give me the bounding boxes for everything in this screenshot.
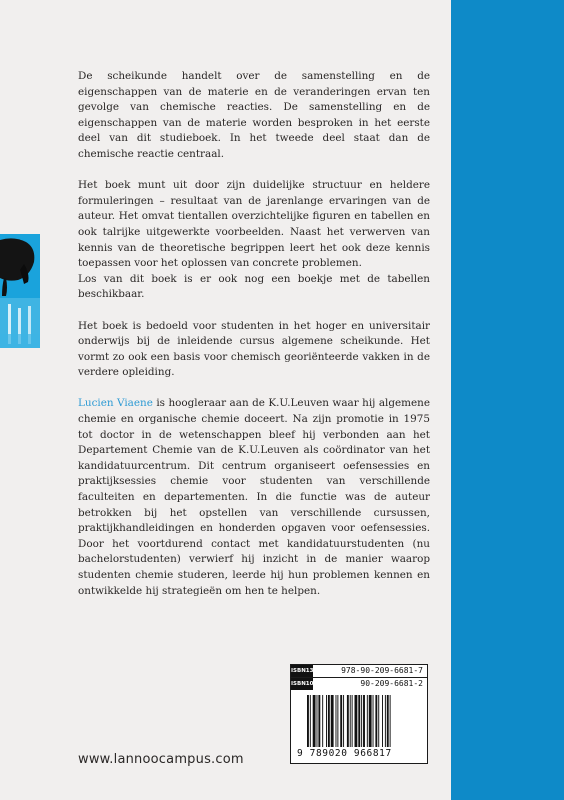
- barcode-bar: [313, 695, 316, 747]
- barcode: [307, 695, 419, 747]
- gloved-hand-illustration: [0, 234, 40, 348]
- barcode-bar: [328, 695, 330, 747]
- isbn10-number: 90-209-6681-2: [360, 679, 423, 688]
- barcode-bar: [343, 695, 344, 747]
- barcode-bar: [331, 695, 334, 747]
- barcode-bar: [375, 695, 377, 747]
- isbn10-row: [291, 678, 427, 690]
- barcode-bar: [337, 695, 338, 747]
- intro-paragraph: De scheikunde handelt over de samenstelling en de eigenschappen van de materie en de veranderingen ervan ten gevolge van chemische reacties. De samenstelling en de eigenschappen van de materie worden besproken in het eerste deel van dit studieboek. In het tweede deel staat dan de chemische reactie centraal.: [78, 70, 430, 160]
- barcode-bar: [358, 695, 360, 747]
- tables-booklet-paragraph: Los van dit boek is er ook nog een boekje met de tabellen beschikbaar.: [78, 272, 430, 301]
- barcode-bar: [378, 695, 379, 747]
- barcode-bar: [347, 695, 349, 747]
- isbn-barcode-block: [290, 664, 428, 764]
- barcode-bar: [390, 695, 391, 747]
- barcode-bar: [369, 695, 372, 747]
- barcode-bars: [307, 695, 419, 747]
- barcode-bar: [367, 695, 368, 747]
- barcode-bar: [307, 695, 309, 747]
- structure-paragraph: Het boek munt uit door zijn duidelijke structuur en heldere formuleringen – resultaat van de jarenlange ervaringen van de auteur. Het omvat tientallen overzichtelijke figuren en tabellen en ook talrijke uitgewerkte voorbeelden. Naast het verwerven van kennis van de theoretische begrippen leert het ook deze kennis toepassen voor het oplossen van concrete problemen.: [78, 179, 430, 270]
- author-paragraph: [78, 396, 430, 599]
- audience-paragraph: Het boek is bedoeld voor studenten in het hoger en universitair onderwijs bij de inleidende cursus algemene scheikunde. Het vormt zo ook een basis voor chemisch georiënteerde vakken in de verdere opleiding.: [78, 319, 430, 379]
- barcode-bar: [355, 695, 358, 747]
- barcode-bar: [310, 695, 311, 747]
- cover-photo-fragment: [0, 234, 40, 348]
- barcode-bar: [318, 695, 320, 747]
- barcode-bar: [336, 695, 337, 747]
- barcode-bar: [387, 695, 389, 747]
- isbn10-label: ISBN10: [291, 678, 313, 690]
- blue-cover-band: [451, 0, 564, 800]
- barcode-bar: [373, 695, 374, 747]
- barcode-bar: [350, 695, 351, 747]
- barcode-bar: [385, 695, 386, 747]
- publisher-website: www.lannoocampus.com: [78, 752, 244, 767]
- barcode-bar: [340, 695, 342, 747]
- isbn13-row: [291, 665, 427, 678]
- barcode-bar: [322, 695, 323, 747]
- barcode-bar: [352, 695, 353, 747]
- author-name: Lucien Viaene: [78, 397, 153, 410]
- isbn13-number: 978-90-209-6681-7: [341, 666, 423, 675]
- barcode-bar: [326, 695, 327, 747]
- barcode-bar: [363, 695, 365, 747]
- author-bio: is hoogleraar aan de K.U.Leuven waar hij algemene chemie en organische chemie doceert. Na zijn promotie in 1975 tot doctor in de wetenschappen bleef hij verbonden aan het Departement Chemie van de K.U.Leuven als coördinator van het kandidatuurcentrum. Dit centrum organiseert oefensessies en praktijksessies chemie voor studenten van verschillende faculteiten en departementen. In die functie was de auteur betrokken bij het opstellen van verschillende cursussen, praktijkhandleidingen en honderden opgaven voor oefensessies. Door het voortdurend contact met kandidatuurstudenten (nu bachelorstudenten) verwierf hij inzicht in de manier waarop studenten chemie studeren, leerde hij hun problemen kennen en ontwikkelde hij strategieën om hen te helpen.: [78, 397, 430, 597]
- barcode-bar: [382, 695, 383, 747]
- isbn13-label: ISBN13: [291, 665, 313, 677]
- barcode-digits: 9 789020 966817: [297, 748, 392, 759]
- barcode-bar: [317, 695, 318, 747]
- back-cover-text: [78, 69, 430, 615]
- barcode-bar: [361, 695, 362, 747]
